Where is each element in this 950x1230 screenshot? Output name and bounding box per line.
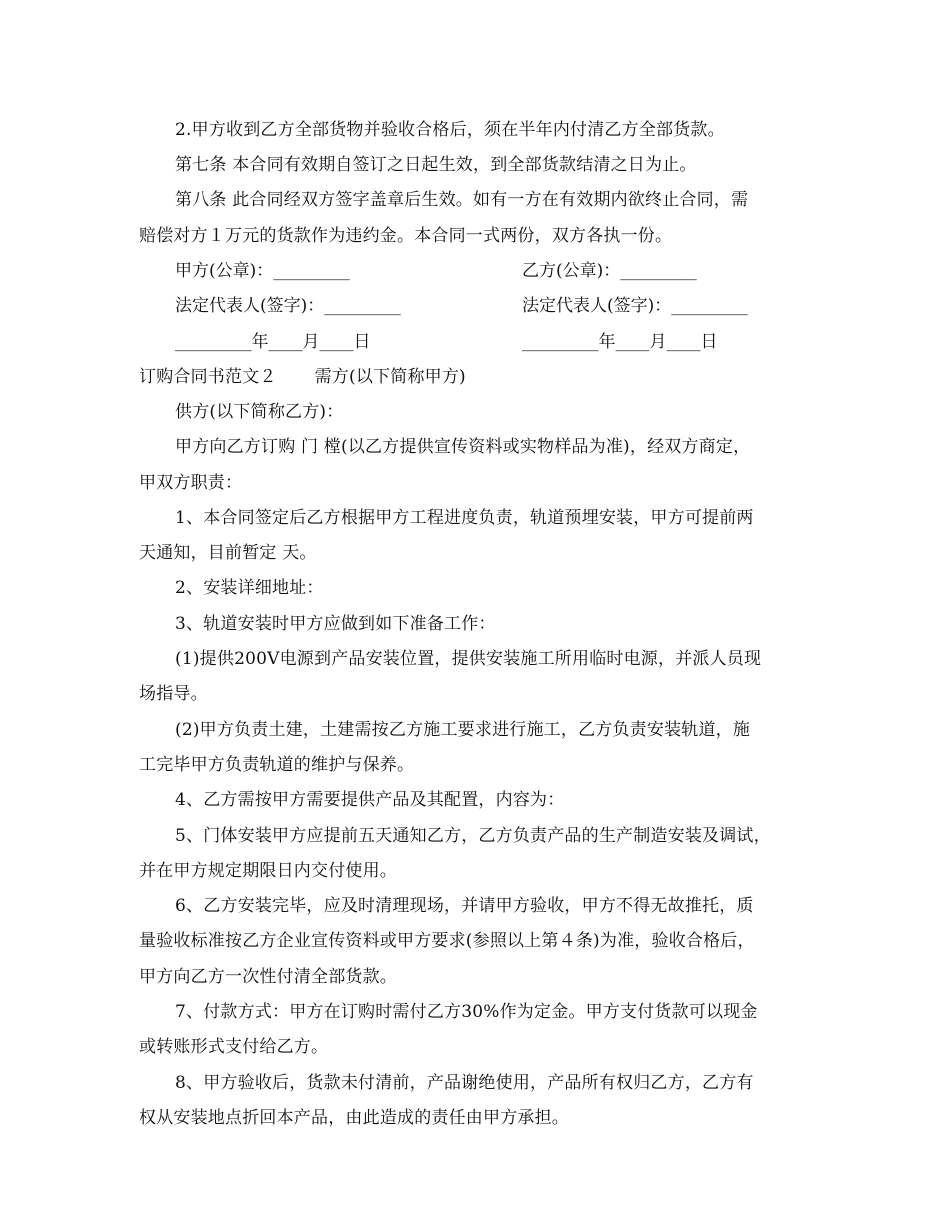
item7-line1: 7、付款方式：甲方在订购时需付乙方30%作为定金。甲方支付货款可以现金 [175, 1002, 758, 1022]
contract2-title-row [139, 365, 466, 389]
article-seven: 第七条 本合同有效期自签订之日起生效，到全部货款结清之日为止。 [175, 155, 697, 175]
item6-line3: 甲方向乙方一次性付清全部货款。 [139, 967, 397, 987]
item1-line2: 天通知，目前暂定 天。 [139, 543, 317, 563]
item8-line1: 8、甲方验收后，货款未付清前，产品谢绝使用，产品所有权归乙方，乙方有 [175, 1073, 754, 1093]
item6-line1: 6、乙方安装完毕，应及时清理现场，并请甲方验收，甲方不得无故推托，质 [175, 896, 754, 916]
item5-line1: 5、门体安装甲方应提前五天通知乙方，乙方负责产品的生产制造安装及调试， [175, 826, 771, 846]
buyer-label: 需方(以下简称甲方) [314, 367, 466, 387]
intro-line1: 甲方向乙方订购 门 樘(以乙方提供宣传资料或实物样品为准)，经双方商定， [175, 437, 751, 457]
supplier-label: 供方(以下简称乙方)： [175, 402, 344, 422]
contract2-title: 订购合同书范文２ [139, 367, 277, 387]
item6-line2: 量验收标准按乙方企业宣传资料或甲方要求(参照以上第４条)为准，验收合格后， [139, 931, 755, 951]
item3-2-line2: 工完毕甲方负责轨道的维护与保养。 [139, 755, 415, 775]
party-b-date: _________年____月____日 [522, 332, 718, 352]
party-a-date: _________年____月____日 [175, 332, 371, 352]
payment-clause: 2.甲方收到乙方全部货物并验收合格后，须在半年内付清乙方全部货款。 [175, 120, 725, 140]
item3-1-line1: (1)提供200V电源到产品安装位置，提供安装施工所用临时电源，并派人员现 [175, 649, 762, 669]
article-eight-line2: 赔偿对方１万元的货款作为违约金。本合同一式两份，双方各执一份。 [139, 226, 673, 246]
item8-line2: 权从安装地点折回本产品，由此造成的责任由甲方承担。 [139, 1108, 569, 1128]
party-b-representative: 法定代表人(签字)：_________ [522, 296, 748, 316]
article-eight-line1: 第八条 此合同经双方签字盖章后生效。如有一方在有效期内欲终止合同，需 [175, 190, 749, 210]
item2: 2、安装详细地址： [175, 578, 324, 598]
item1-line1: 1、本合同签定后乙方根据甲方工程进度负责，轨道预埋安装，甲方可提前两 [175, 508, 754, 528]
item7-line2: 或转账形式支付给乙方。 [139, 1037, 329, 1057]
item5-line2: 并在甲方规定期限日内交付使用。 [139, 861, 397, 881]
item3-1-line2: 场指导。 [139, 684, 208, 704]
party-a-seal: 甲方(公章)：_________ [175, 261, 350, 281]
item3-2-line1: (2)甲方负责土建，土建需按乙方施工要求进行施工，乙方负责安装轨道，施 [175, 720, 751, 740]
item3: 3、轨道安装时甲方应做到如下准备工作： [175, 614, 496, 634]
party-a-representative: 法定代表人(签字)：_________ [175, 296, 401, 316]
party-b-seal: 乙方(公章)：_________ [522, 261, 697, 281]
item4: 4、乙方需按甲方需要提供产品及其配置，内容为： [175, 790, 565, 810]
intro-line2: 甲双方职责： [139, 473, 243, 493]
